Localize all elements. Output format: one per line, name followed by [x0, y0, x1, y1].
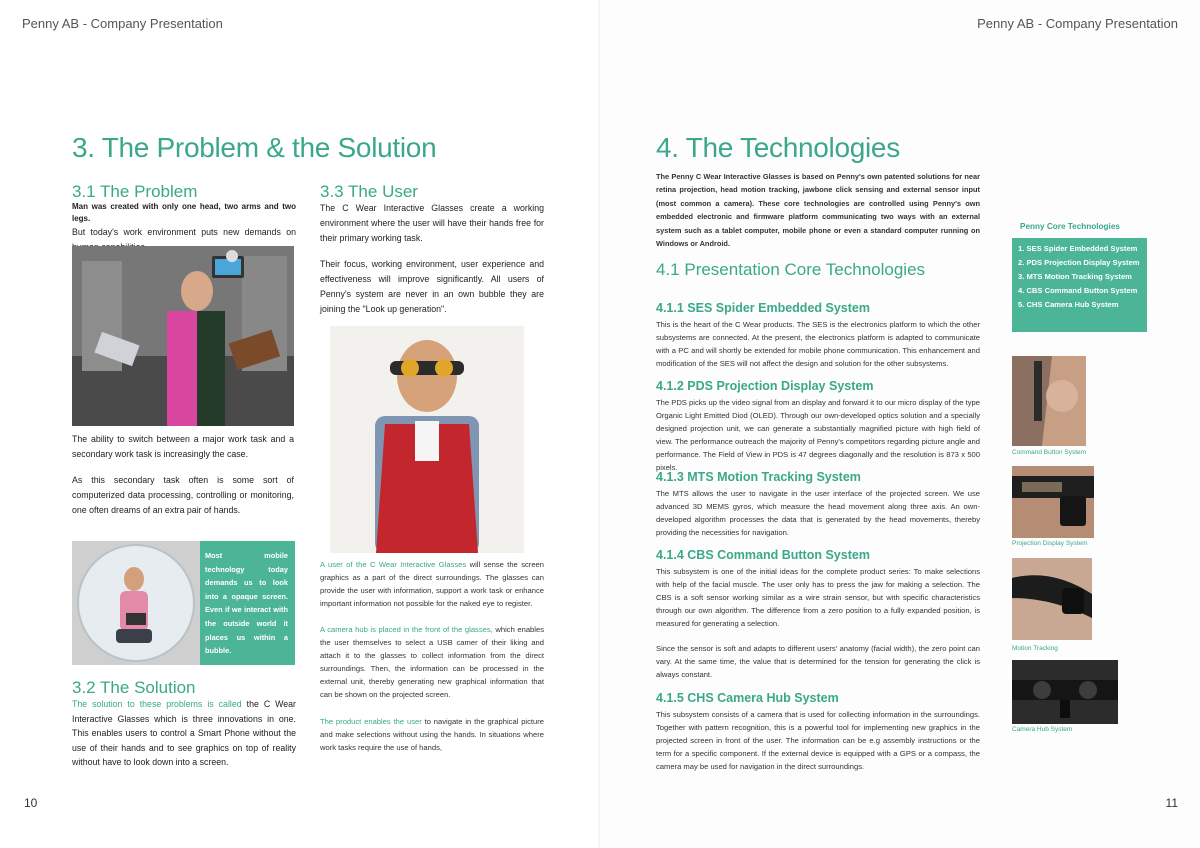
user-p4-green: A camera hub is placed in the front of the glasses,: [320, 625, 493, 634]
user-p5-body: to navigate in the graphical picture and make selections without using the hands. In situations where work tasks require the use of hands,: [320, 717, 544, 752]
camera-hub-photo: [1012, 660, 1118, 724]
core-tech-item: 4. CBS Command Button System: [1018, 286, 1138, 295]
solution-green-lead: The solution to these problems is called: [72, 699, 242, 709]
item-heading: 4.1.1 SES Spider Embedded System: [656, 301, 870, 315]
photo-caption: Motion Tracking: [1012, 645, 1058, 652]
item-body: This subsystem is one of the initial ideas for the complete product series: To make selections with help of the facial muscle. The user only has to press the jaw for making a selection. The CBS is a soft sensor working similar as a wire strain sensor, but with specific characteristics through our own algorithm. The difference from a zero position to a fully expanded position, is measured for generating a selection.: [656, 567, 980, 628]
photo-caption: Projection Display System: [1012, 540, 1088, 547]
subsection-title: 4.1 Presentation Core Technologies: [656, 260, 926, 279]
core-tech-box: [1012, 238, 1147, 332]
item-heading: 4.1.2 PDS Projection Display System: [656, 379, 874, 393]
solution-heading: 3.2 The Solution: [72, 678, 196, 697]
core-tech-list: [1012, 238, 1147, 312]
motion-tracking-photo: [1012, 558, 1092, 640]
core-box-title: Penny Core Technologies: [1020, 222, 1120, 231]
core-tech-item: 2. PDS Projection Display System: [1018, 258, 1140, 267]
core-tech-item: 1. SES Spider Embedded System: [1018, 244, 1138, 253]
core-tech-item: 5. CHS Camera Hub System: [1018, 300, 1119, 309]
problem-body: But today's work environment puts new demands on: [72, 227, 296, 237]
item-heading: 4.1.5 CHS Camera Hub System: [656, 691, 839, 705]
projection-display-photo: [1012, 466, 1094, 538]
running-head: Penny AB - Company Presentation: [977, 16, 1178, 31]
item-body-2: Since the sensor is soft and adapts to different users' anatomy (facial width), the zero point can vary. At the same time, the value that is determined for the tension for generating the click is always constant.: [656, 644, 980, 679]
user-p4: [320, 623, 544, 701]
user-p3-body: will sense the screen graphics as a part of the direct surroundings. The glasses can provide the user with information, support a work task or enhance important information not possible for the naked eye to register.: [320, 560, 544, 608]
projection-display-illustration: [1012, 466, 1094, 538]
problem-heading: 3.1 The Problem: [72, 182, 198, 201]
user-heading: 3.3 The User: [320, 182, 418, 201]
photo-caption: Camera Hub System: [1012, 726, 1073, 733]
user-p3: [320, 558, 544, 610]
section-title: 3. The Problem & the Solution: [72, 132, 437, 163]
item-heading: 4.1.4 CBS Command Button System: [656, 548, 870, 562]
problem-p2: The ability to switch between a major work task and a secondary work task is increasingly the case.: [72, 434, 294, 459]
user-illustration: [330, 326, 524, 553]
problem-lead: Man was created with only one head, two arms and two legs.: [72, 202, 296, 223]
right-page: [600, 0, 1200, 848]
multitask-illustration: [72, 246, 294, 426]
section-title: 4. The Technologies: [656, 132, 900, 163]
page-number-left: 10: [24, 796, 38, 810]
camera-hub-illustration: [1012, 660, 1118, 724]
bubble-illustration: [72, 541, 200, 665]
photo-caption: Command Button System: [1012, 449, 1087, 456]
item-body: The MTS allows the user to navigate in the user interface of the projected screen. We use advanced 3D MEMS gyros, which measure the head movement along three axis. An own-developed algorithm processes the data that is generated by the head movements, thereby providing the necessities for navigation.: [656, 489, 980, 537]
bubble-callout: [200, 541, 295, 665]
tech-intro: The Penny C Wear Interactive Glasses is based on Penny's own patented solutions for near retina projection, head motion tracking, jawbone click sensing and external sensor input (most common a camera). These core technologies are controlled using Penny's own embedded electronic and firmware platform communicating two ways with an external system such as a tablet computer, mobile phone or even a standard computer running on Windows or Android.: [656, 172, 980, 249]
item-heading: 4.1.3 MTS Motion Tracking System: [656, 470, 861, 484]
user-p5-green: The product enables the user: [320, 717, 422, 726]
problem-p3: As this secondary task often is some sort of computerized data processing, controlling or monitoring, one often dreams of an extra pair of hands.: [72, 475, 294, 515]
user-p3-green: A user of the C Wear Interactive Glasses: [320, 560, 467, 569]
running-head: Penny AB - Company Presentation: [22, 16, 223, 31]
core-tech-item: 3. MTS Motion Tracking System: [1018, 272, 1132, 281]
item-body: The PDS picks up the video signal from an display and forward it to our micro display of the type Organic Light Emitted Diod (OLED). Through our own-developed optics solution and a specially designed projection unit, we can generate a substantially magnified picture with high field of view. The performance outreach the majority of Penny's competitors regarding picture angle and performance. The Field of View in PDS is 47 degrees diagonally and the resolution is 873 x 500 pixels.: [656, 398, 980, 472]
user-glasses-photo: [330, 326, 524, 553]
bubble-photo: [72, 541, 200, 665]
solution-text: [72, 697, 296, 770]
command-button-photo: [1012, 356, 1086, 446]
multitask-photo: [72, 246, 294, 426]
page-number-right: 11: [1165, 796, 1178, 810]
user-p4-body: which enables the user themselves to select a USB camer of their liking and attach it to the glasses to collect information from the direct surroundings. Then, the information can be processed in the external unit, thereby generating new graphical information that can be shown on the projected screen.: [320, 625, 544, 699]
motion-tracking-illustration: [1012, 558, 1092, 640]
item-body: This is the heart of the C Wear products. The SES is the electronics platform to which the other subsystems are connected. At the present, the electronics platform is adapted to communicate with a PC and will shortly be extended for mobile phone communication. This enhancement and modification of the SES will not affect the design and solution for the other subsystems.: [656, 320, 980, 368]
user-p2: Their focus, working environment, user experience and effectiveness will improve significantly. All users of Penny's system are never in an own bubble they are joining the "Look up generation".: [320, 259, 544, 314]
user-p5: [320, 715, 544, 754]
item-body: This subsystem consists of a camera that is used for collecting information in the surroundings. Together with pattern recognition, this is a powerful tool for implementing new graphics in the projected screen in front of the user. The information can be e.g assembly instructions or the term for a specific component. If the external device is equipped with a GPS or a compass, the camera may be used for navigation in the direct surroundings.: [656, 710, 980, 771]
bubble-callout-text: Most mobile technology today demands us to look into a opaque screen. Even if we interact with the outside world it places us within a bubble.: [205, 551, 288, 656]
command-button-illustration: [1012, 356, 1086, 446]
solution-body: the C Wear Interactive Glasses which is three innovations in one. This enables users to control a Smart Phone without the use of their hands and to see graphics on top of reality without have to look down into a screen.: [72, 699, 296, 767]
user-p1: The C Wear Interactive Glasses create a working environment where the user will have their hands free for their primary working task.: [320, 203, 544, 243]
